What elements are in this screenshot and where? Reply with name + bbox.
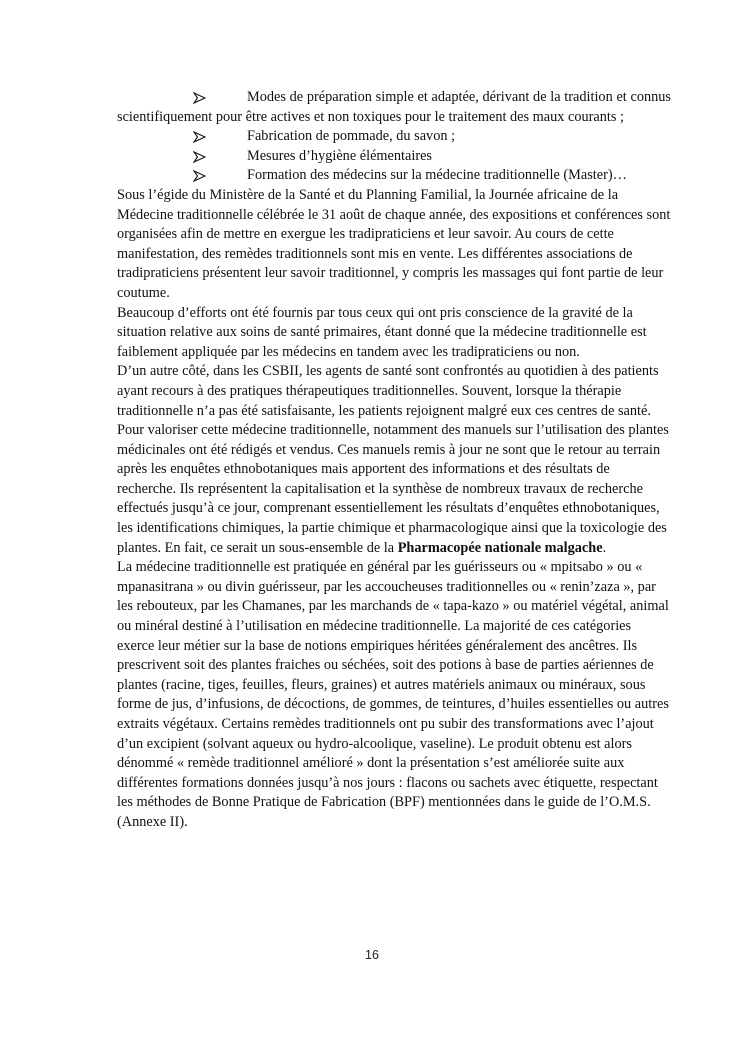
bullet-item [117, 147, 671, 167]
paragraph: Beaucoup d’efforts ont été fournis par tous ceux qui ont pris conscience de la gravité de la situation relative aux soins de santé primaires, étant donné que la médecine traditionnelle est faiblement appliquée par les médecins en tandem avec les tradipraticiens ou non. [117, 304, 647, 360]
arrowhead-bullet-icon [193, 127, 207, 147]
paragraph-text: Pour valoriser cette médecine traditionnelle, notamment des manuels sur l’utilisation des plantes médicinales ont été rédigés et vendus. Ces manuels remis à jour ne sont que le retour au terrain après les enquêtes ethnobotaniques mais apportent des informations et des résultats de recherche. Ils représentent la capitalisation et la synthèse de nombreux travaux de recherche effectués jusqu’à ce jour, comprenant essentiellement les résultats d’enquêtes ethnobotaniques, les identifications chimiques, la partie chimique et pharmacologique ainsi que la toxicologie des plantes. En fait, ce serait un sous-ensemble de la [117, 422, 669, 556]
page-content [117, 88, 671, 833]
bullet-item [117, 88, 671, 127]
arrowhead-bullet-icon [193, 147, 207, 167]
paragraph: La médecine traditionnelle est pratiquée en général par les guérisseurs ou « mpitsabo » ou « mpanasitrana » ou divin guérisseur, par les accoucheuses traditionnelles ou « renin’zaza », par les rebouteux, par les Chamanes, par les marchands de « tapa-kazo » ou matériel végétal, animal ou minéral destiné à l’utilisation en médecine traditionnelle. La majorité de ces catégories exerce leur métier sur la base de notions empiriques héritées généralement des ancêtres. Ils prescrivent soit des plantes fraiches ou séchées, soit des potions à base de parties aériennes de plantes (racine, tiges, feuilles, fleurs, graines) et autres matériels animaux ou minéraux, sous forme de jus, d’infusions, de décoctions, de gommes, de teintures, d’huiles essentielles ou autres extraits végétaux. Certains remèdes traditionnels ont pu subir des transformations avec l’ajout d’un excipient (solvant aqueux ou hydro-alcoolique, vaseline). Le produit obtenu est alors dénommé « remède traditionnel amélioré » dont la présentation s’est améliorée suite aux différentes formations données jusqu’à nos jours : flacons ou sachets avec étiquette, respectant les méthodes de Bonne Pratique de Fabrication (BPF) mentionnées dans le guide de l’O.M.S. (Annexe II). [117, 559, 669, 830]
paragraph: Sous l’égide du Ministère de la Santé et du Planning Familial, la Journée africaine de la Médecine traditionnelle célébrée le 31 août de chaque année, des expositions et conférences sont organisées afin de mettre en exergue les tradipraticiens et leur savoir. Au cours de cette manifestation, des remèdes traditionnels sont mis en vente. Les différentes associations de tradipraticiens présentent leur savoir traditionnel, y compris les massages qui font partie de leur coutume. [117, 186, 671, 301]
paragraph [117, 421, 671, 558]
bullet-text: Fabrication de pommade, du savon ; [247, 128, 456, 145]
bullet-text: Modes de préparation simple et adaptée, dérivant de la tradition et connus scientifiquement pour être actives et non toxiques pour le traitement des maux courants ; [117, 89, 671, 125]
arrowhead-bullet-icon [193, 88, 207, 108]
bullet-text: Mesures d’hygiène élémentaires [247, 147, 432, 164]
page-number: 16 [365, 948, 379, 962]
bullet-text: Formation des médecins sur la médecine traditionnelle (Master)… [247, 167, 627, 184]
paragraph: D’un autre côté, dans les CSBII, les agents de santé sont confrontés au quotidien à des patients ayant recours à des pratiques thérapeutiques traditionnelles. Souvent, lorsque la thérapie traditionnelle n’a pas été satisfaisante, les patients rejoignent malgré eux ces centres de santé. [117, 363, 659, 419]
paragraph-end: . [602, 539, 607, 556]
bold-term: Pharmacopée nationale malgache [397, 539, 603, 556]
bullet-item [117, 166, 671, 186]
arrowhead-bullet-icon [193, 166, 207, 186]
bullet-item [117, 127, 671, 147]
